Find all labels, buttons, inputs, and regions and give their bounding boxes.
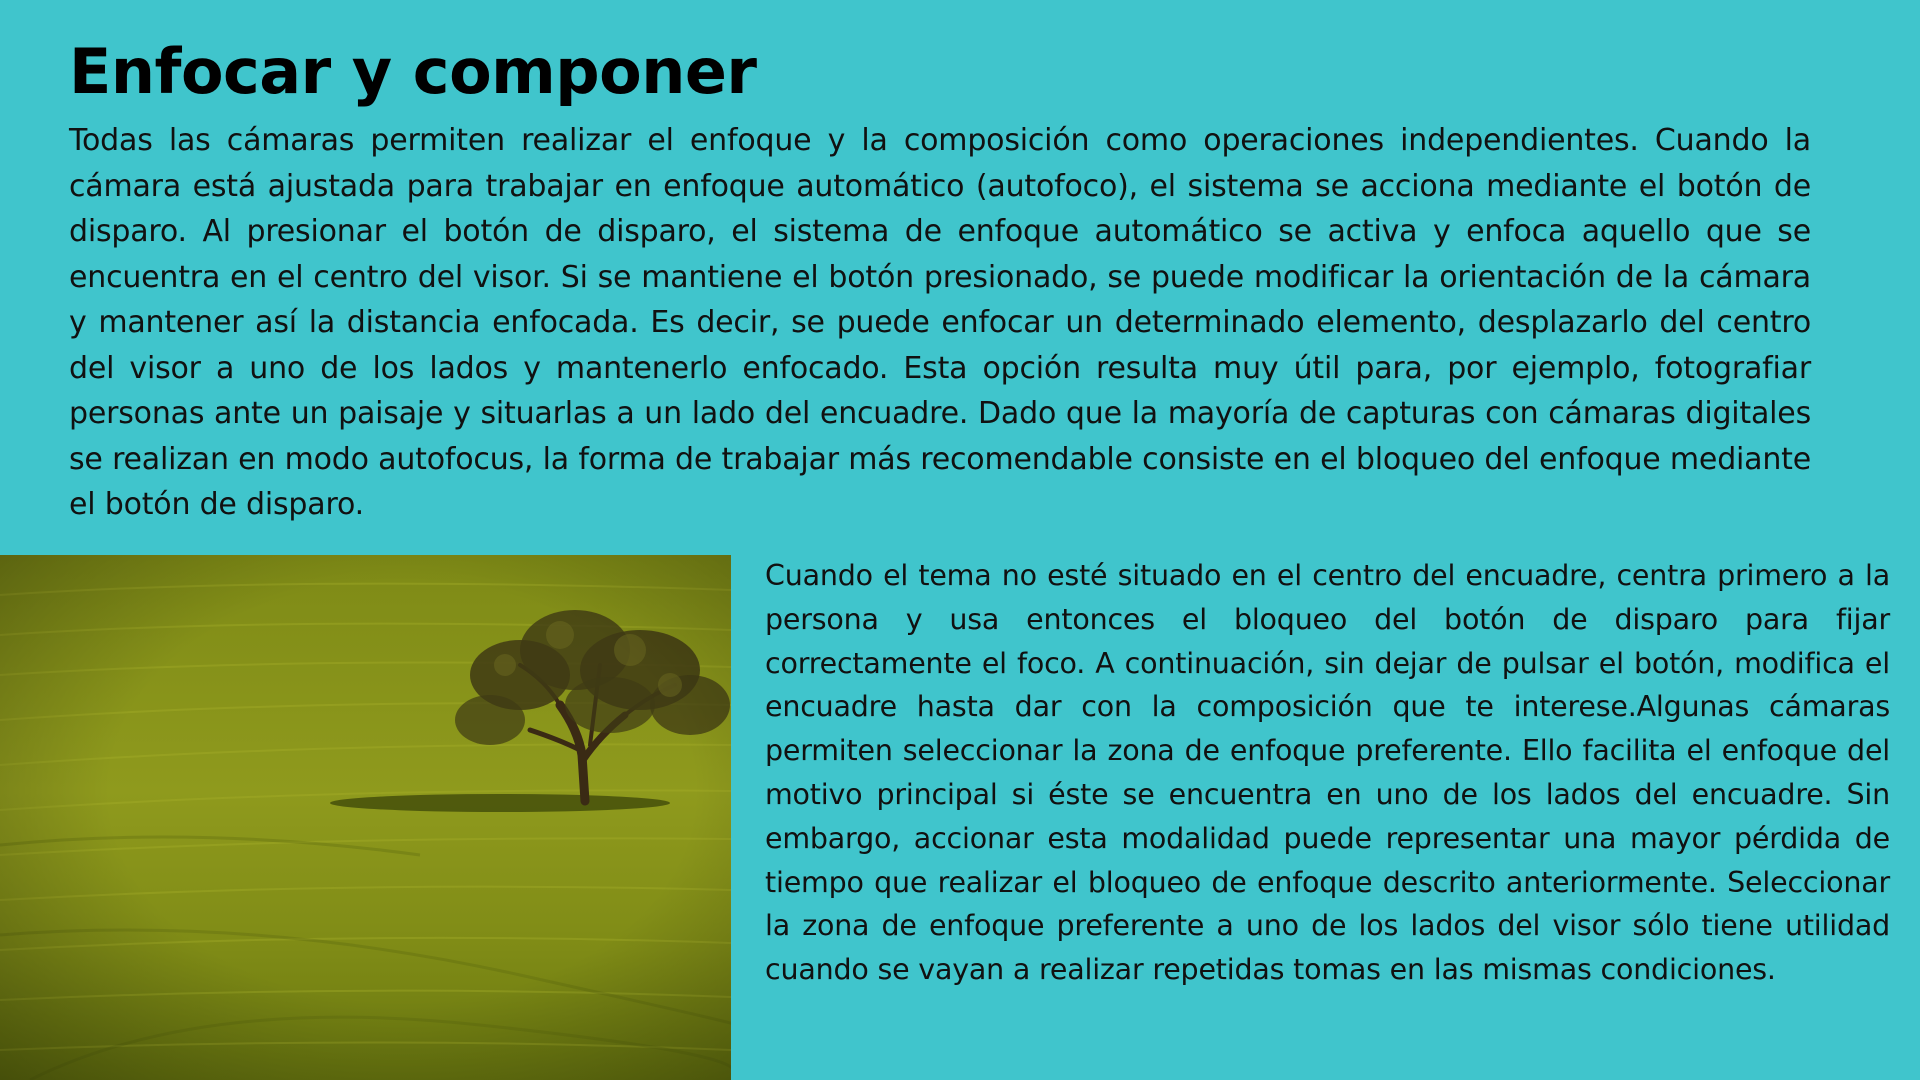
slide-title: Enfocar y componer <box>69 35 757 108</box>
field-tree-photo <box>0 555 731 1080</box>
tree-in-green-field-photo <box>0 555 731 1080</box>
intro-paragraph: Todas las cámaras permiten realizar el enfoque y la composición como operaciones independientes. Cuando la cámara está ajustada para trabajar en enfoque automático (autofoco), el sistema se acciona mediante el botón de disparo. Al presionar el botón de disparo, el sistema de enfoque automático se activa y enfoca aquello que se encuentra en el centro del visor. Si se mantiene el botón presionado, se puede modificar la orientación de la cámara y mantener así la distancia enfocada. Es decir, se puede enfocar un determinado elemento, desplazarlo del centro del visor a uno de los lados y mantenerlo enfocado. Esta opción resulta muy útil para, por ejemplo, fotografiar personas ante un paisaje y situarlas a un lado del encuadre. Dado que la mayoría de capturas con cámaras digitales se realizan en modo autofocus, la forma de trabajar más recomendable consiste en el bloqueo del enfoque mediante el botón de disparo. <box>69 123 1811 522</box>
side-paragraph: Cuando el tema no esté situado en el centro del encuadre, centra primero a la persona y usa entonces el bloqueo del botón de disparo para fijar correctamente el foco. A continuación, sin dejar de pulsar el botón, modifica el encuadre hasta dar con la composición que te interese.Algunas cámaras permiten seleccionar la zona de enfoque preferente. Ello facilita el enfoque del motivo principal si éste se encuentra en uno de los lados del encuadre. Sin embargo, accionar esta modalidad puede representar una mayor pérdida de tiempo que realizar el bloqueo de enfoque descrito anteriormente. Seleccionar la zona de enfoque preferente a uno de los lados del visor sólo tiene utilidad cuando se vayan a realizar repetidas tomas en las mismas condiciones. <box>765 559 1890 987</box>
